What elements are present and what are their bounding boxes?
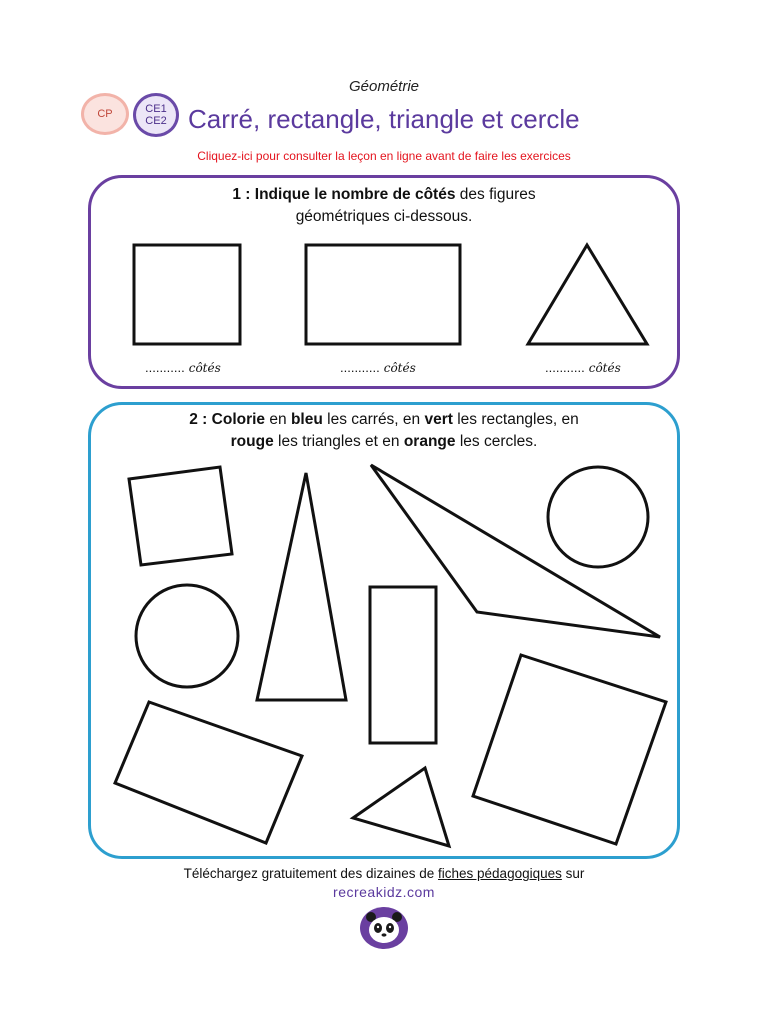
word-orange: orange	[403, 433, 456, 450]
answer-dots: ...........	[545, 360, 585, 375]
ex2-square-shape-2[interactable]	[473, 655, 666, 844]
level-ce2-label: CE2	[145, 115, 167, 127]
answer-unit: côtés	[588, 361, 621, 375]
answer-unit: côtés	[188, 361, 221, 375]
ex1-square-shape	[134, 245, 240, 344]
word-vert: vert	[424, 411, 453, 428]
ex1-rectangle-shape	[306, 245, 460, 344]
ex1-triangle-shape	[528, 245, 647, 344]
ex2-rectangle-shape-vertical[interactable]	[370, 587, 436, 743]
level-cp-label: CP	[97, 108, 113, 120]
ex2-circle-shape-2[interactable]	[136, 585, 238, 687]
footer-text-before: Téléchargez gratuitement des dizaines de	[183, 866, 435, 881]
word-bleu: bleu	[290, 411, 323, 428]
word-en: en	[269, 411, 287, 428]
answer-dots: ...........	[145, 360, 185, 375]
ex2-square-shape-1[interactable]	[129, 467, 232, 565]
exercise2-number: 2 :	[189, 411, 208, 428]
footer-text	[0, 866, 768, 881]
exercise1-line2: géométriques ci-dessous.	[295, 208, 473, 225]
answer-unit: côtés	[383, 361, 416, 375]
word-triangles: les triangles et en	[278, 433, 400, 450]
level-ce1-label: CE1	[145, 103, 167, 115]
ex2-triangle-shape-small[interactable]	[353, 768, 449, 846]
ex2-triangle-shape-tall[interactable]	[257, 473, 346, 700]
word-carres: les carrés, en	[327, 411, 421, 428]
exercise1-rest: des figures	[459, 186, 536, 203]
lesson-link[interactable]: Cliquez-ici pour consulter la leçon en ligne avant de faire les exercices	[197, 149, 571, 163]
word-rouge: rouge	[230, 433, 274, 450]
word-cercles: les cercles.	[459, 433, 538, 450]
ex2-rectangle-shape-tilted[interactable]	[115, 702, 302, 843]
answer-dots: ...........	[340, 360, 380, 375]
panda-mascot-icon	[358, 906, 410, 950]
footer-text-after: sur	[565, 866, 585, 881]
ex2-circle-shape-1[interactable]	[548, 467, 648, 567]
site-link[interactable]: recreakidz.com	[333, 884, 435, 900]
fiches-link[interactable]: fiches pédagogiques	[438, 866, 562, 881]
word-rectangles: les rectangles, en	[457, 411, 579, 428]
page-title: Carré, rectangle, triangle et cercle	[188, 104, 580, 134]
exercise1-bold: Indique le nombre de côtés	[254, 186, 456, 203]
exercise1-number: 1 :	[232, 186, 251, 203]
word-colorie: Colorie	[211, 411, 266, 428]
subject-label: Géométrie	[348, 78, 420, 95]
